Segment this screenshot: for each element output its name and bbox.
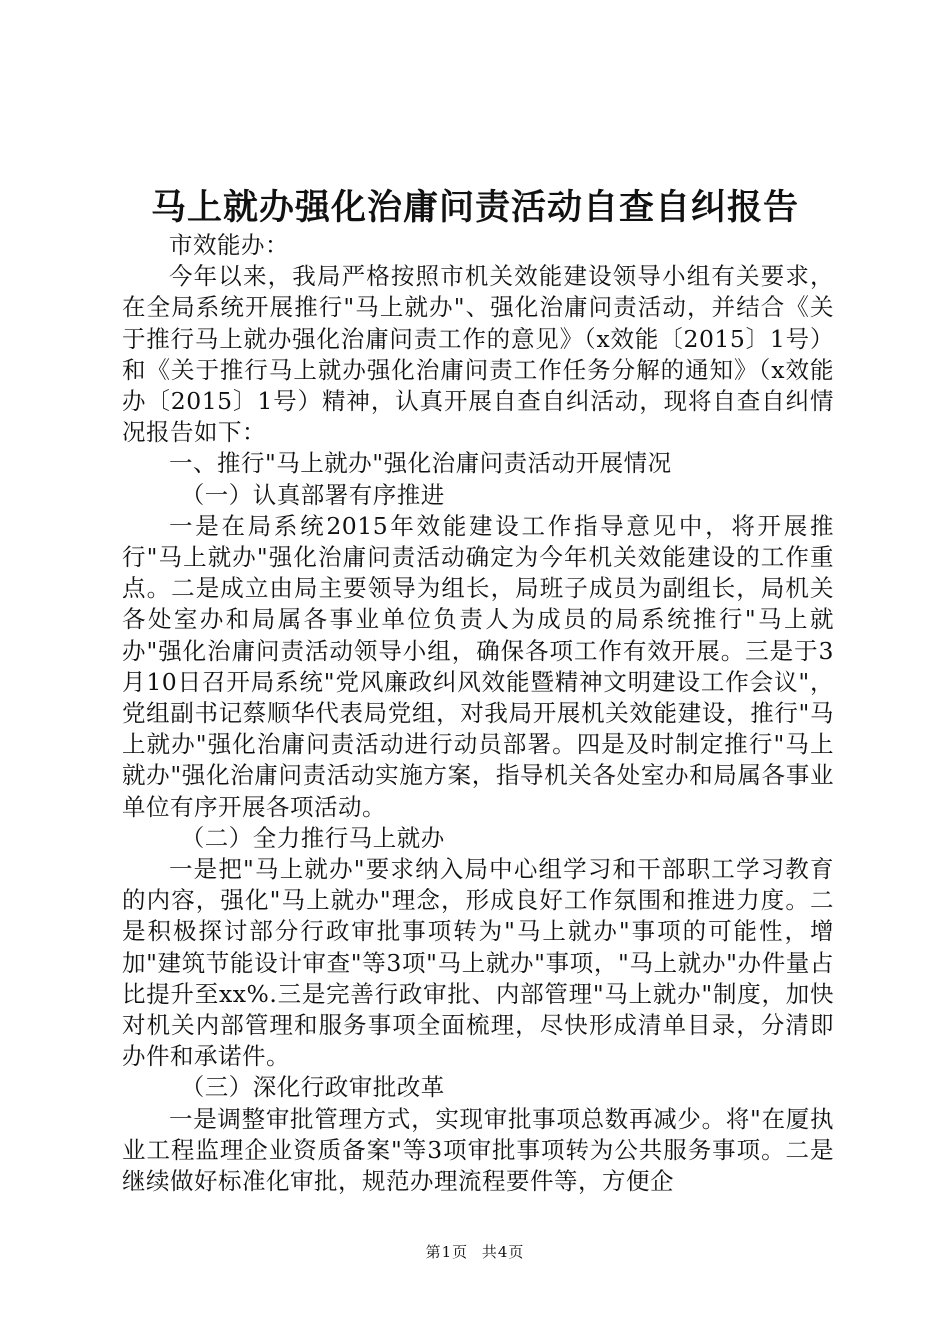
- salutation: 市效能办：: [169, 231, 289, 259]
- document-title: 马上就办强化治庸问责活动自查自纠报告: [150, 187, 799, 228]
- page-total: 共4页: [481, 1243, 525, 1261]
- paragraph-intro: 今年以来，我局严格按照市机关效能建设领导小组有关要求，在全局系统开展推行"马上就办"、强化治庸问责活动，并结合《关于推行马上就办强化治庸问责工作的意见》（x效能〔2015〕1号）和《关于推行马上就办强化治庸问责工作任务分解的通知》（x效能办〔2015〕1号）精神，认真开展自查自纠活动，现将自查自纠情况报告如下：: [122, 262, 834, 447]
- paragraph-body: 一是把"马上就办"要求纳入局中心组学习和干部职工学习教育的内容，强化"马上就办"理念，形成良好工作氛围和推进力度。二是积极探讨部分行政审批事项转为"马上就办"事项的可能性，增加"建筑节能设计审查"等3项"马上就办"事项，"马上就办"办件量占比提升至xx%.三是完善行政审批、内部管理"马上就办"制度，加快对机关内部管理和服务事项全面梳理，尽快形成清单目录，分清即办件和承诺件。: [122, 855, 834, 1071]
- subsection-heading-3: （三）深化行政审批改革: [180, 1073, 445, 1102]
- document-body: [122, 230, 834, 1197]
- section-heading-1: 一、推行"马上就办"强化治庸问责活动开展情况: [169, 449, 672, 478]
- paragraph-body: 一是在局系统2015年效能建设工作指导意见中，将开展推行"马上就办"强化治庸问责活动确定为今年机关效能建设的工作重点。二是成立由局主要领导为组长，局班子成员为副组长，局机关各处室办和局属各事业单位负责人为成员的局系统推行"马上就办"强化治庸问责活动领导小组，确保各项工作有效开展。三是于3月10日召开局系统"党风廉政纠风效能暨精神文明建设工作会议"，党组副书记蔡顺华代表局党组，对我局开展机关效能建设，推行"马上就办"强化治庸问责活动进行动员部署。四是及时制定推行"马上就办"强化治庸问责活动实施方案，指导机关各处室办和局属各事业单位有序开展各项活动。: [122, 511, 834, 821]
- subsection-heading-2: （二）全力推行马上就办: [180, 823, 445, 852]
- page-footer: [0, 1242, 950, 1262]
- subsection-heading-1: （一）认真部署有序推进: [180, 480, 445, 509]
- paragraph-body: 一是调整审批管理方式，实现审批事项总数再减少。将"在厦执业工程监理企业资质备案"等3项审批事项转为公共服务事项。二是继续做好标准化审批，规范办理流程要件等，方便企: [122, 1104, 834, 1196]
- page-number: 第1页: [425, 1243, 469, 1261]
